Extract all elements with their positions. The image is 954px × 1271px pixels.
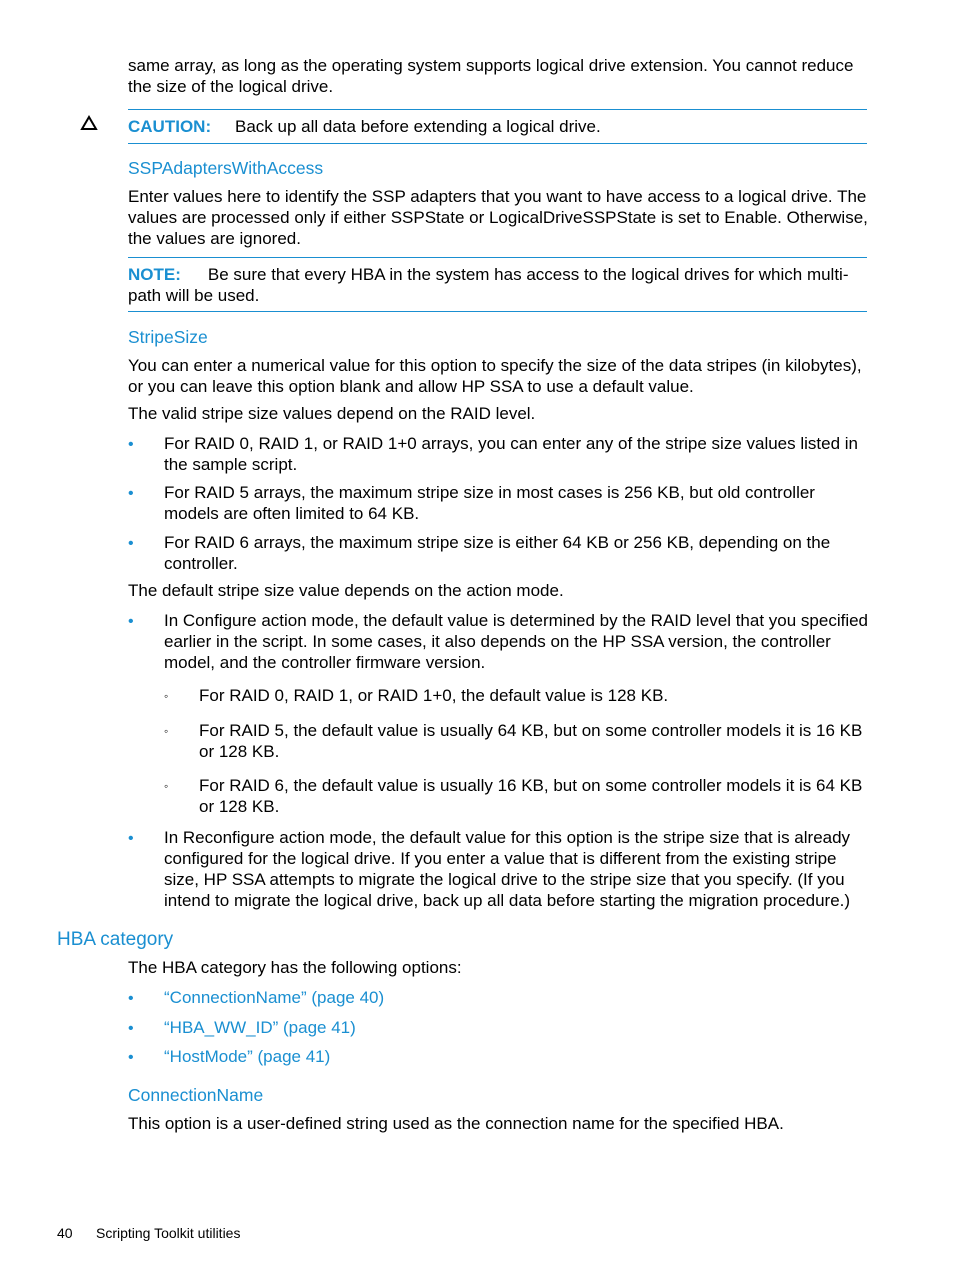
- bullet-icon: •: [128, 613, 134, 630]
- ssp-heading: SSPAdaptersWithAccess: [128, 158, 324, 178]
- connectionname-heading: ConnectionName: [128, 1085, 264, 1105]
- ssp-paragraph: Enter values here to identify the SSP adapters that you want to have access to a logical drive. The values are processed only if either SSPState or LogicalDriveSSPState is set to Enable. Otherwise, the values are ignored.: [128, 187, 868, 248]
- hba-intro: The HBA category has the following options:: [128, 958, 462, 977]
- connectionname-paragraph: This option is a user-defined string used as the connection name for the specified HBA.: [128, 1114, 784, 1133]
- intro-paragraph: same array, as long as the operating system supports logical drive extension. You cannot reduce the size of the logical drive.: [128, 56, 854, 96]
- raid-bullet-1: For RAID 0, RAID 1, or RAID 1+0 arrays, you can enter any of the stripe size values listed in the sample script.: [164, 434, 858, 474]
- bullet-icon: •: [128, 1020, 134, 1037]
- stripe-paragraph-2: The valid stripe size values depend on the RAID level.: [128, 404, 536, 423]
- hba-category-heading: HBA category: [57, 929, 174, 950]
- sub-bullet-icon: ◦: [164, 689, 169, 703]
- link-hba-ww-id[interactable]: “HBA_WW_ID” (page 41): [164, 1018, 356, 1037]
- sub-bullet-icon: ◦: [164, 724, 169, 738]
- sub-bullet-raid5: For RAID 5, the default value is usually 64 KB, but on some controller models it is 16 KB or 128 KB.: [199, 721, 863, 761]
- raid-bullet-2: For RAID 5 arrays, the maximum stripe size in most cases is 256 KB, but old controller models are often limited to 64 KB.: [164, 483, 815, 523]
- caution-label: CAUTION:: [128, 117, 212, 136]
- caution-bottom-rule: [128, 143, 867, 144]
- bullet-icon: •: [128, 1049, 134, 1066]
- note-top-rule: [128, 257, 867, 258]
- sub-bullet-raid6: For RAID 6, the default value is usually 16 KB, but on some controller models it is 64 KB or 128 KB.: [199, 776, 863, 816]
- caution-top-rule: [128, 109, 867, 110]
- sub-bullet-icon: ◦: [164, 779, 169, 793]
- caution-text: Back up all data before extending a logical drive.: [235, 117, 601, 136]
- mode-bullet-configure: In Configure action mode, the default value is determined by the RAID level that you specified earlier in the script. In some cases, it also depends on the HP SSA version, the controller model, and the controller firmware version.: [164, 611, 869, 672]
- stripe-heading: StripeSize: [128, 327, 208, 347]
- link-connectionname[interactable]: “ConnectionName” (page 40): [164, 988, 385, 1007]
- raid-bullet-3: For RAID 6 arrays, the maximum stripe size is either 64 KB or 256 KB, depending on the controller.: [164, 533, 831, 573]
- note-bottom-rule: [128, 311, 867, 312]
- bullet-icon: •: [128, 830, 134, 847]
- bullet-icon: •: [128, 485, 134, 502]
- stripe-paragraph-1: You can enter a numerical value for this option to specify the size of the data stripes (in kilobytes), or you can leave this option blank and allow HP SSA to use a default value.: [128, 356, 862, 396]
- bullet-icon: •: [128, 436, 134, 453]
- bullet-icon: •: [128, 535, 134, 552]
- note-label: NOTE:: [128, 265, 181, 284]
- page-number: 40: [57, 1225, 73, 1241]
- footer-title: Scripting Toolkit utilities: [96, 1225, 241, 1241]
- stripe-paragraph-3: The default stripe size value depends on the action mode.: [128, 581, 564, 600]
- note-text: Be sure that every HBA in the system has access to the logical drives for which multi-path will be used.: [128, 265, 849, 305]
- bullet-icon: •: [128, 990, 134, 1007]
- sub-bullet-raid0: For RAID 0, RAID 1, or RAID 1+0, the default value is 128 KB.: [199, 686, 669, 705]
- note-box: [128, 264, 868, 306]
- caution-triangle-icon: [80, 115, 98, 136]
- link-hostmode[interactable]: “HostMode” (page 41): [164, 1047, 331, 1066]
- mode-bullet-reconfigure: In Reconfigure action mode, the default value for this option is the stripe size that is already configured for the logical drive. If you enter a value that is different from the existing stripe size, HP SSA attempts to migrate the logical drive to the stripe size that you specify. (If you intend to migrate the logical drive, back up all data before starting the migration procedure.): [164, 828, 851, 910]
